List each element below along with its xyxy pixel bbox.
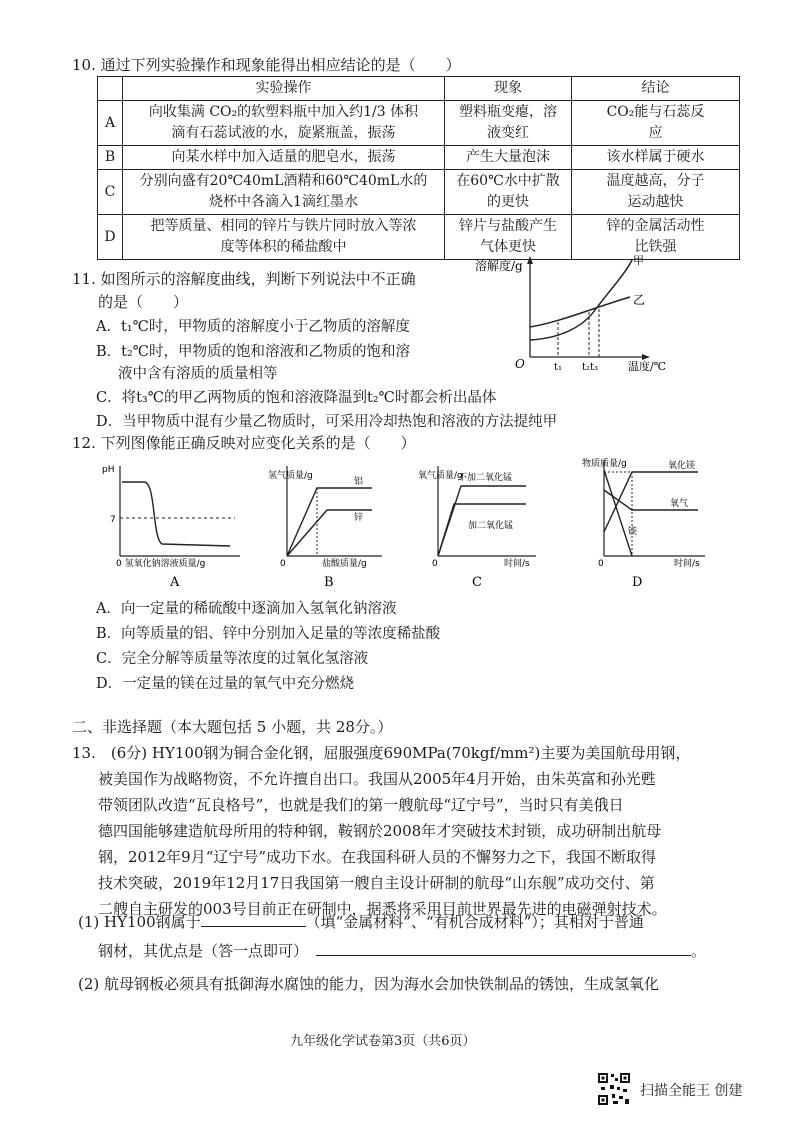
x-label: 盐酸质量/g [322,559,367,569]
scanner-watermark: 扫描全能王 创建 [640,1083,743,1099]
answer-blank-advantage[interactable] [316,955,691,956]
x-label: 0 氢氧化钠溶液质量/g [116,559,206,569]
q13-part1-line1 [78,911,644,932]
cell-text: 的更快 [487,194,529,210]
q11-option-c: C．将t₃℃的甲乙两物质的饱和溶液降温到t₂℃时都会析出晶体 [96,390,497,406]
part1-end: 。 [691,942,707,960]
mg-line [604,470,632,556]
cell-text: 塑料瓶变瘪，溶 [459,104,557,120]
label-o2: 氧气 [670,499,689,509]
cell-text: 比铁强 [634,239,677,255]
graph-origin: O [515,357,525,371]
label-yi: 乙 [633,293,646,307]
y-label: 物质质量/g [582,459,627,469]
caption-c: C [472,575,482,588]
cell-text: 向收集满 CO₂的软塑料瓶中加入约1/3 体积 [148,104,419,120]
q13-line: 德四国能够建造航母所用的特种钢，鞍钢於2008年才突破技术封锁，成功研制出航母 [98,822,662,840]
cell-text: 应 [648,125,663,141]
cell-text: 向某水样中加入适量的肥皂水，振荡 [123,146,445,170]
q12-option-d: D．一定量的镁在过量的氧气中充分燃烧 [96,676,355,692]
q13-line: 二艘自主研发的003号目前正在研制中，据悉将采用目前世界最先进的电磁弹射技术。 [98,900,667,918]
seven-label: 7 [110,515,116,525]
q10-stem: 10. 通过下列实验操作和现象能得出相应结论的是（ ） [72,56,461,74]
label-mno2: 加二氧化锰 [468,521,514,531]
cell-text: 运动越快 [627,194,684,210]
page-footer: 九年级化学试卷第3页（共6页） [290,1034,476,1049]
y-label: 氧气质量/g [418,471,463,481]
curve-jia [530,260,632,340]
q12-option-a: A．向一定量的稀硫酸中逐滴加入氢氧化钠溶液 [96,601,397,617]
caption-b: B [324,575,334,588]
answer-blank-material[interactable] [201,926,306,927]
caption-a: A [170,575,180,588]
table-header-row [98,77,740,101]
zero-label: 0 [280,559,286,569]
q13-line: 被美国作为战略物资，不允许擅自出口。我国从2005年4月开始，由朱英富和孙光甦 [98,770,656,788]
part1-suffix: （填“金属材料”、“有机合成材料”）；其相对于普通 [305,913,644,931]
q13-part1-line2 [98,940,706,961]
q13-line: 技术突破，2019年12月17日我国第一艘自主设计研制的航母“山东舰”成功交付、第 [98,874,655,892]
qr-code-icon [597,1072,631,1106]
cell-text: 产生大量泡沫 [445,146,572,170]
y-axis-arrow [527,256,533,264]
cell-text: 液变红 [487,125,529,141]
q13-line: 钢，2012年9月“辽宁号”成功下水。在我国科研人员的不懈努力之下，我国不断取得 [98,848,657,866]
cell-text: 锌的金属活动性 [606,218,705,234]
row-label: B [98,146,123,170]
cell-text: 锌片与盐酸产生 [459,218,557,234]
graph-ylabel: 溶解度/g [475,259,523,273]
x-label: 时间/s [674,559,700,569]
ph-curve [122,482,230,546]
cell-text: 分别向盛有20℃40mL酒精和60℃40mL水的 [139,173,428,189]
q13-line: 带领团队改造“瓦良格号”，也就是我们的第一艘航母“辽宁号”，当时只有美俄日 [98,796,624,814]
cell-text: 度等体积的稀盐酸中 [220,239,347,255]
q12-option-b: B．向等质量的铝、锌中分别加入足量的等浓度稀盐酸 [96,626,441,642]
zn-label: 锌 [354,513,364,523]
graph-d [580,452,715,588]
al-label: 铝 [354,477,364,487]
q11-option-a: A．t₁℃时，甲物质的溶解度小于乙物质的溶解度 [96,319,410,335]
part1-advantage-prompt: 钢材，其优点是（答一点即可） [98,942,309,960]
x-label: 时间/s [504,559,530,569]
q12-stem: 12. 下列图像能正确反映对应变化关系的是（ ） [72,434,416,452]
curve-yi [530,297,630,327]
q12-option-c: C．完全分解等质量等浓度的过氧化氢溶液 [96,651,369,667]
table-row [98,101,740,146]
graph-xlabel: 温度/℃ [628,360,667,373]
y-label: pH [102,465,115,475]
experiment-table [97,76,740,260]
row-label: D [98,215,123,260]
header-operation: 实验操作 [123,77,445,101]
cell-text: 温度越高，分子 [606,173,705,189]
row-label: A [98,101,123,146]
graph-b [262,458,392,588]
caption-d: D [632,575,643,588]
zero-label: 0 [598,559,604,569]
cell-text: 滴有石蕊试液的水，旋紧瓶盖，振荡 [171,125,396,141]
cell-text: 该水样属于硬水 [572,146,740,170]
cell-text: 在60℃水中扩散 [456,173,560,189]
graph-c [416,458,546,588]
label-no-mno2: 不加二氧化锰 [458,473,513,483]
cell-text: 烧杯中各滴入1滴红墨水 [209,194,358,210]
q11-stem-line2: 的是（ ） [98,293,189,311]
zero-label: 0 [432,559,438,569]
q11-option-b-line2: 液中含有溶质的质量相等 [118,366,278,382]
label-mgo: 氧化镁 [668,461,696,471]
row-label: C [98,170,123,215]
q11-option-d: D．当甲物质中混有少量乙物质时，可采用冷却热饱和溶液的方法提纯甲 [96,414,558,430]
header-phenomenon: 现象 [445,77,572,101]
section-2-heading: 二、非选择题（本大题包括 5 小题，共 28分。） [72,718,393,736]
label-t1: t₁ [554,362,563,373]
y-label: 氢气质量/g [268,471,313,481]
cell-text: 气体更快 [480,239,536,255]
q13-part2: (2) 航母钢板必须具有抵御海水腐蚀的能力，因为海水会加快铁制品的锈蚀，生成氢氧化 [78,975,660,993]
table-row [98,146,740,170]
q11-stem-line1: 11. 如图所示的溶解度曲线，判断下列说法中不正确 [72,270,416,288]
header-conclusion: 结论 [572,77,740,101]
solubility-graph [470,252,700,377]
q13-line: 13. (6分) HY100钢为铜合金化钢，屈服强度690MPa(70kgf/mm²)主要为美国航母用钢， [72,744,691,762]
label-mg: 镁 [628,527,638,537]
q11-option-b-line1: B．t₂℃时，甲物质的饱和溶液和乙物质的饱和溶 [96,344,411,360]
label-jia: 甲 [633,254,644,267]
table-row [98,170,740,215]
graph-a [100,458,250,588]
cell-text: 把等质量、相同的锌片与铁片同时放入等浓 [150,218,417,234]
label-t23: t₂t₃ [582,362,599,373]
cell-text: CO₂能与石蕊反 [606,104,705,120]
part1-prefix: (1) HY100钢属于 [78,913,201,931]
